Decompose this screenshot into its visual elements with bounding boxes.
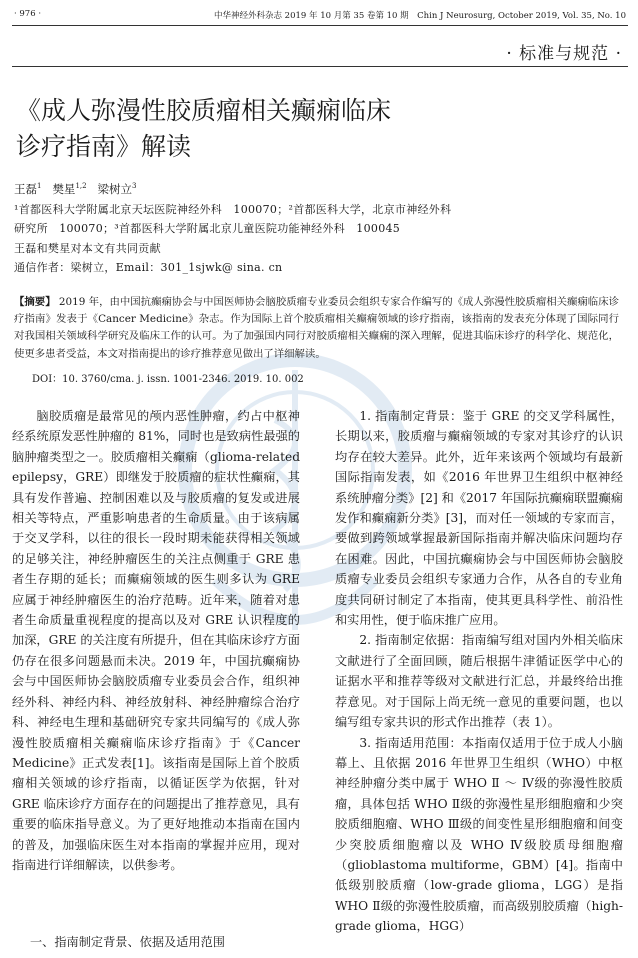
title-line-1: 《成人弥漫性胶质瘤相关癫痫临床 <box>16 96 392 125</box>
article-title <box>16 93 536 165</box>
header-rule <box>12 25 628 26</box>
author-affil-mark: 1 <box>37 182 42 191</box>
abstract-block <box>14 294 619 363</box>
title-line-2: 诊疗指南》解读 <box>16 132 192 161</box>
section-heading: 一、指南制定背景、依据及适用范围 <box>30 935 225 949</box>
author-name: 梁树立 <box>97 182 133 196</box>
body-paragraph: 2. 指南制定依据：指南编写组对国内外相关临床文献进行了全面回顾，随后根据牛津循证医学中心的证据水平和推荐等级对文献进行汇总，并最终给出推荐意见。对于国际上尚无统一意见的重要问题，也以编写组专家共识的形式作出推荐（表 1）。 <box>335 633 623 730</box>
author-affil-mark: 1,2 <box>75 182 87 191</box>
author-affil-mark: 3 <box>132 182 137 191</box>
doi-line: DOI：10. 3760/cma. j. issn. 1001-2346. 2019. 10. 002 <box>32 374 304 385</box>
body-column-left <box>12 406 300 875</box>
body-paragraph: 3. 指南适用范围：本指南仅适用于位于成人小脑幕上、且依据 2016 年世界卫生组织（WHO）中枢神经肿瘤分类中属于 WHO Ⅱ ～ Ⅳ级的弥漫性胶质瘤，具体包括 WHO Ⅱ级的弥漫性星形细胞瘤和少突胶质细胞瘤、WHO Ⅲ级的间变性星形细胞瘤和间变少突胶质细胞瘤以及 WHO Ⅳ级胶质母细胞瘤（glioblastoma multiforme，GBM）[4]。指南中低级别胶质瘤（low-grade glioma，LGG）是指 WHO Ⅱ级的弥漫性胶质瘤，而高级别胶质瘤（high-grade glioma，HGG） <box>335 735 623 934</box>
correspondence-line: 通信作者：梁树立，Email：301_1sjwk@ sina. cn <box>14 261 283 274</box>
journal-running-header: 中华神经外科杂志 2019 年 10 月第 35 卷第 10 期 Chin J Neurosurg, October 2019, Vol. 35, No. 10 <box>213 11 626 21</box>
affiliation-line-2: 研究所 100070；³首都医科大学附属北京儿童医院功能神经外科 100045 <box>14 222 401 235</box>
section-tag: · 标准与规范 · <box>506 44 622 64</box>
equal-contribution-note: 王磊和樊星对本文有共同贡献 <box>14 242 161 255</box>
section-rule <box>12 66 628 67</box>
body-paragraph: 脑胶质瘤是最常见的颅内恶性肿瘤，约占中枢神经系统原发恶性肿瘤的 81%，同时也是致病性最强的脑肿瘤类型之一。胶质瘤相关癫痫（glioma-related epilepsy，GRE）即继发于胶质瘤的症状性癫痫，其具有发作普遍、控制困难以及与胶质瘤的复发或进展相关等特点，严重影响患者的生命质量。由于该病属于交叉学科，以往的很长一段时期未能获得相关领域的足够关注，神经肿瘤医生的关注点侧重于 GRE 患者生存期的延长；而癫痫领域的医生则多认为 GRE 应属于神经肿瘤医生的治疗范畴。近年来，随着对患者生命质量重视程度的提高以及对 GRE 认识程度的加深，GRE 的关注度有所提升，但在其临床诊疗方面仍存在很多问题悬而未决。2019 年，中国抗癫痫协会与中国医师协会脑胶质瘤专业委员会合作，组织神经外科、神经内科、神经放射科、神经肿瘤综合治疗科、神经电生理和基础研究专家共同编写的《成人弥漫性胶质瘤相关癫痫临床诊疗指南》于《Cancer Medicine》正式发表[1]。该指南是国际上首个胶质瘤相关领域的诊疗指南，以循证医学为依据，针对 GRE 临床诊疗方面存在的问题提出了推荐意见，具有重要的临床指导意义。为了更好地推动本指南在国内的普及，加强临床医生对本指南的掌握并应用，现对指南进行详细解读，以供参考。 <box>12 409 300 872</box>
abstract-text: 2019 年，由中国抗癫痫协会与中国医师协会脑胶质瘤专业委员会组织专家合作编写的《成人弥漫性胶质瘤相关癫痫临床诊疗指南》发表于《Cancer Medicine》杂志。作为国际上首个胶质瘤相关癫痫领域的诊疗指南，该指南的发表充分体现了国际同行对我国相关领域科学研究及临床工作的认可。为了加强国内同行对胶质瘤相关癫痫的深入理解，促进其临床诊疗的科学化、规范化，使更多患者受益，本文对指南提出的诊疗推荐意见做出了详细解读。 <box>14 296 619 360</box>
author-name: 樊星 <box>52 182 76 196</box>
body-column-right <box>335 406 623 937</box>
abstract-label: 【摘要】 <box>14 296 56 308</box>
author-list <box>14 181 137 197</box>
author-name: 王磊 <box>14 182 37 196</box>
page-number: · 976 · <box>14 9 42 19</box>
body-paragraph: 1. 指南制定背景：鉴于 GRE 的交叉学科属性，长期以来，胶质瘤与癫痫领域的专家对其诊疗的认识均存在较大差异。此外，近年来该两个领域均有最新国际指南发表，如《2016 年世界卫生组织中枢神经系统肿瘤分类》[2] 和《2017 年国际抗癫痫联盟癫痫发作和癫痫新分类》[3]，而对任一领域的专家而言，要做到跨领域掌握最新国际指南并解决临床问题均存在困难。因此，中国抗癫痫协会与中国医师协会脑胶质瘤专业委员会组织专家通力合作，从各自的专业角度共同研讨制定了本指南，使其更具科学性、前沿性和实用性，便于临床推广应用。 <box>335 409 623 628</box>
affiliation-line-1: ¹首都医科大学附属北京天坛医院神经外科 100070；²首都医科大学，北京市神经外科 <box>14 203 452 216</box>
